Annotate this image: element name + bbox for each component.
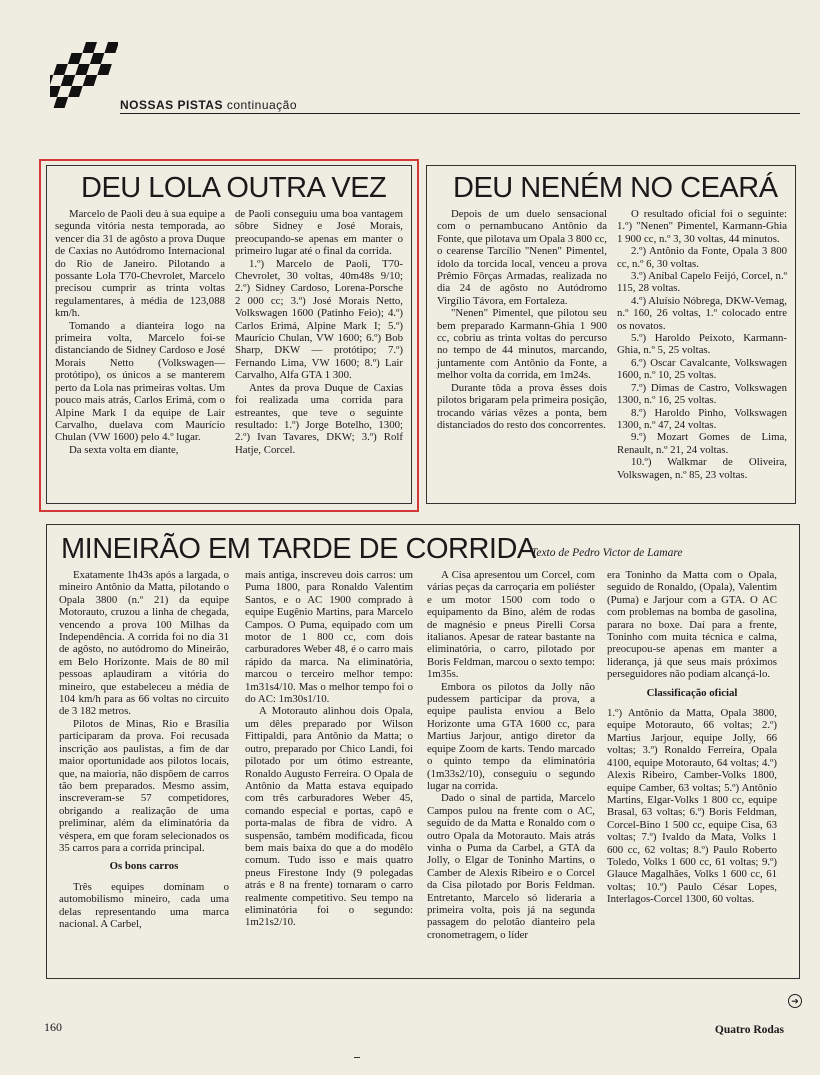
article-column-4: [607, 569, 777, 906]
author-credit: Texto de Pedro Victor de Lamare: [531, 547, 683, 559]
checkered-flag-icon: [50, 42, 118, 110]
paragraph: Marcelo de Paoli deu à sua equipe a segunda vitória nesta temporada, ao vencer dia 31 de agôsto a prova Duque de Caxias no Autódromo Internacional do Rio de Janeiro. Pilotando a possante Lola T70-Chevrolet, Marcelo precisou cumprir as trinta voltas regulamentares, à média de 123,088 km/h.: [55, 208, 225, 320]
paragraph: 5.º) Haroldo Peixoto, Karmann-Ghia, n.º 5, 25 voltas.: [617, 332, 787, 357]
paragraph: 6.º) Oscar Cavalcante, Volkswagen 1600, n.º 10, 25 voltas.: [617, 356, 787, 382]
article-column-3: [427, 569, 595, 941]
paragraph: Tomando a dianteira logo na primeira volta, Marcelo foi-se distanciando de Sidney Cardoso e José Morais Netto (Volkswagen—protótipo), os únicos a se manterem perto da Lola nas primeiras voltas. Um pouco mais atrás, Carlos Erimá, com o Alpine Mark I da equipe de Lair Carvalho, duelava com Maurício Chulan (VW 1600) pelo 4.º lugar.: [55, 319, 225, 444]
continue-arrow-icon: ➔: [788, 994, 802, 1008]
paragraph: Depois de um duelo sensacional com o pernambucano Antônio da Fonte, que pilotava um Opala 3 800 cc, o cearense Tarcílio "Nenen" Pimentel, ídolo da torcida local, venceu a prova Prêmio Fôrças Armadas, realizada no dia 24 de agôsto no Autódromo Virgílio Távora, em Fortaleza.: [437, 208, 608, 307]
section-continuation: continuação: [226, 98, 298, 112]
article-title: DEU NENÉM NO CEARÁ: [453, 172, 778, 204]
article-column-1: [59, 569, 229, 930]
paragraph: Dado o sinal de partida, Marcelo Campos pulou na frente com o AC, seguido de da Matta e Ronaldo com o outro Opala da Motorauto. Mais atrás vinha o Puma da Carbel, a GTA da Jolly, o Elgar de Toninho Martins, o Camber de Alexis Ribeiro e o Corcel da Cisa pilotado por Boris Feldman. Entretanto, Marcelo só lideraria a primeira volta, pois já na segunda passagem do pelotão dianteiro pela cronometragem, o líder: [427, 792, 595, 941]
paragraph: 3.º) Aníbal Capelo Feijó, Corcel, n.º 115, 28 voltas.: [617, 270, 787, 295]
paragraph: de Paoli conseguiu uma boa vantagem sôbre Sidney e José Morais, preocupando-se apenas em manter o primeiro lugar até o final da corrida.: [235, 208, 403, 258]
paragraph: 10.º) Walkmar de Oliveira, Volkswagen, n.º 85, 23 voltas.: [617, 456, 787, 481]
article-column-2: [245, 569, 413, 929]
paragraph: mais antiga, inscreveu dois carros: um Puma 1800, para Ronaldo Valentim Santos, e o AC 1900 comprado à equipe Eugênio Martins, para Marcelo Campos. O Puma, equipado com um motor de 1 800 cc, com dois carburadores Weber 48, é o carro mais rápido da marca. Na eliminatória, marcou o terceiro melhor tempo: 1m31s4/10. Mas o melhor tempo foi o do AC: 1m30s1/10.: [245, 569, 413, 706]
magazine-name: Quatro Rodas: [714, 1024, 784, 1036]
paragraph: 7.º) Dimas de Castro, Volkswagen 1300, n.º 16, 25 voltas.: [617, 381, 787, 407]
article-column-2: [617, 208, 787, 481]
article-column-1: [437, 208, 607, 431]
results-list: 1.º) Antônio da Matta, Opala 3800, equipe Motorauto, 66 voltas; 2.º) Martius Jarjour, equipe Jolly, 66 voltas; 3.º) Ronaldo Ferreira, Opala 4100, equipe Motorauto, 64 voltas; 4.º) Alexis Ribeiro, Camber-Volks 1800, equipe Camber, 63 voltas; 5.º) Antônio Martins, Elgar-Volks 1 800 cc, equipe Brasal, 63 voltas; 6.º) Boris Feldman, Corcel-Bino 1 500 cc, equipe Cisa, 63 voltas; 7.º) Ivaldo da Mata, Volks 1 600 cc, 62 voltas; 8.º) Paulo Roberto Toledo, Volks 1 600 cc, 61 voltas; 9.º) Glauce Magalhães, Volks 1 600 cc, 61 voltas; 10.º) Paulo César Lopes, Interlagos-Corcel 1300, 60 voltas.: [607, 707, 777, 906]
paragraph: 1.º) Marcelo de Paoli, T70-Chevrolet, 30 voltas, 40m48s 9/10; 2.º) Sidney Cardoso, Lorena-Porsche 2 000 cc; 3.º) José Morais Netto, Volkswagen 1600 (Patinho Feio); 4.º) Carlos Erimá, Alpine Mark I; 5.º) Maurício Chulan, VW 1600; 6.º) Bob Sharp, DKW — protótipo; 7.º) Fernando Lima, VW 1600; 8.º) Lair Carvalho, Alfa GTA 1 300.: [235, 257, 403, 382]
divider: [354, 1057, 360, 1058]
article-column-2: [235, 208, 403, 456]
paragraph: Antes da prova Duque de Caxias foi realizada uma corrida para estreantes, que teve o seguinte resultado: 1.º) Jorge Botelho, 1300; 2.º) Ivan Tavares, DKW; 3.º) Rolf Hatje, Corcel.: [235, 381, 403, 456]
paragraph: Pilotos de Minas, Rio e Brasília participaram da prova. Foi recusada inscrição aos paulistas, a fim de dar maior oportunidade aos pilotos locais, que, na maioria, não dispõem de carros tão bem preparados. Mesmo assim, inscreveram-se 57 competidores, obrigando a realização de uma preliminar, além da eliminatória da véspera, em que foram selecionados os 35 carros para a corrida principal.: [59, 717, 229, 854]
article-title: DEU LOLA OUTRA VEZ: [81, 172, 387, 204]
paragraph: "Nenen" Pimentel, que pilotou seu bem preparado Karmann-Ghia 1 900 cc, cobriu as trinta voltas do percurso no tempo de 44 minutos, marcando, juntamente com Antônio da Fonte, a melhor volta da corrida, em 1m24s.: [437, 307, 607, 382]
paragraph: 4.º) Aluísio Nóbrega, DKW-Vemag, n.º 160, 26 voltas, 1.º colocado entre os novatos.: [617, 294, 787, 332]
header-rule: [120, 113, 800, 114]
paragraph: Embora os pilotos da Jolly não pudessem participar da prova, a equipe paulista enviou a Belo Horizonte uma GTA 1600 cc, para Martius Jarjour, antigo diretor da equipe Zoom de karts. Tendo marcado o quinto tempo da eliminatória (1m33s2/10), conseguiu o segundo lugar na corrida.: [427, 680, 595, 792]
paragraph: Da sexta volta em diante,: [69, 443, 179, 456]
article-deu-lola: [46, 165, 412, 504]
page-number: 160: [44, 1020, 62, 1034]
paragraph: 2.º) Antônio da Fonte, Opala 3 800 cc, n.º 6, 30 voltas.: [617, 245, 787, 270]
paragraph: Durante tôda a prova êsses dois pilotos brigaram pela primeira posição, trocando várias vêzes a ponta, bem distanciados do resto dos concorrentes.: [437, 381, 607, 431]
paragraph: 9.º) Mozart Gomes de Lima, Renault, n.º 21, 24 voltas.: [617, 431, 787, 456]
article-deu-nenem: [426, 165, 796, 504]
paragraph: A Motorauto alinhou dois Opala, um dêles preparado por Wilson Fittipaldi, para Antônio da Matta; o outro, preparado por Chico Landi, foi pilotado por um ótimo estreante, Ronaldo Augusto Ferreira. O Opala de Antônio da Matta estava equipado com três carburadores Weber 45, comando especial e portas, capô e porta-malas de fibra de vidro. A suspensão, também modificada, ficou bem mais baixa do que a do modêlo comum. Tudo isso e mais quatro pneus Firestone Indy (9 polegadas atrás e 8 na frente) tornaram o carro realmente competitivo. Seu tempo na eliminatória foi o segundo: 1m21s2/10.: [245, 705, 413, 929]
section-title: NOSSAS PISTAS: [120, 98, 223, 112]
paragraph: 8.º) Haroldo Pinho, Volkswagen 1300, n.º 47, 24 voltas.: [617, 406, 787, 431]
article-column-1: [55, 208, 225, 456]
section-header: [120, 98, 297, 112]
article-mineirao: [46, 524, 800, 979]
article-title: MINEIRÃO EM TARDE DE CORRIDA: [61, 533, 536, 565]
paragraph: A Cisa apresentou um Corcel, com várias peças da carroçaria em poliéster e um motor 1500 com todo o equipamento da Bino, além de rodas de magnésio e pneus Pirelli Corsa italianos. Apesar de ratear bastante na eliminatória, o carro, pilotado por Boris Feldman, marcou o sexto tempo: 1m35s.: [427, 569, 595, 681]
watermark: [300, 466, 560, 526]
paragraph: era Toninho da Matta com o Opala, seguido de Ronaldo, (Opala), Valentim (Puma) e Jarjour com a GTA. O AC com problemas na bomba de gasolina, parara no boxe. Daí para a frente, Toninho com muita técnica e calma, preocupou-se apenas em manter a liderança, já que seus mais próximos perseguidores não podiam alcançá-lo.: [607, 569, 777, 681]
paragraph: Exatamente 1h43s após a largada, o mineiro Antônio da Matta, pilotando o Opala 3800 (n.º 21) da equipe Motorauto, cruzou a linha de chegada, vencendo a prova 100 Milhas da Independência. A corrida foi no dia 31 de agôsto, no autódromo do Mineirão, em Belo Horizonte. Mais de 80 mil pessoas aplaudiram a vitória do mineiro, que estabeleceu a média de 104 km/h para as 66 voltas no circuito de 3 182 metros.: [59, 569, 229, 718]
subheading: Os bons carros: [109, 860, 179, 873]
results-heading: Classificação oficial: [646, 686, 738, 699]
paragraph: O resultado oficial foi o seguinte: 1.º) "Nenen" Pimentel, Karmann-Ghia 1 900 cc, n.º 3, 30 voltas, 44 minutos.: [617, 208, 787, 245]
paragraph: Três equipes dominam o automobilismo mineiro, cada uma delas representando uma marca nacional. A Carbel,: [59, 880, 229, 930]
